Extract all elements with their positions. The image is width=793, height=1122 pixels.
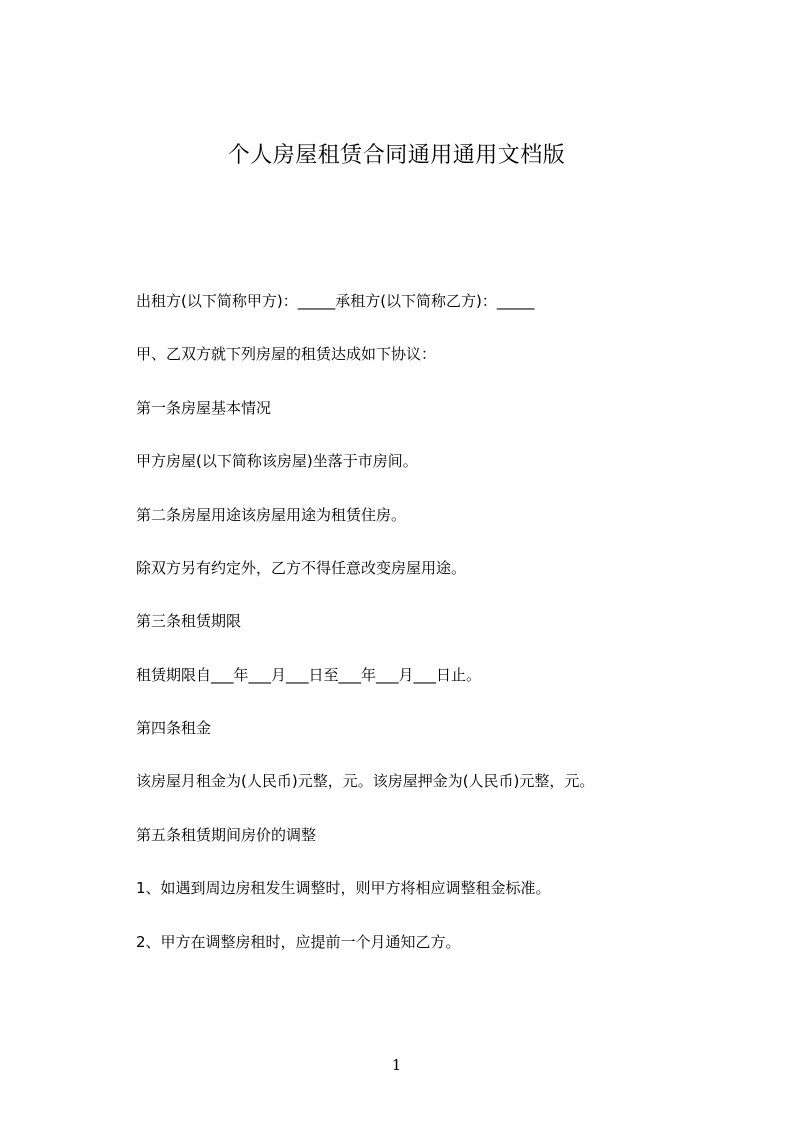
paragraph-house-location: 甲方房屋(以下简称该房屋)坐落于市房间。 — [136, 452, 418, 470]
paragraph-parties: 出租方(以下简称甲方)：_____承租方(以下简称乙方)：_____ — [136, 292, 535, 310]
paragraph-rent-adjustment-2: 2、甲方在调整房租时，应提前一个月通知乙方。 — [136, 933, 461, 951]
paragraph-rent-adjustment-1: 1、如遇到周边房租发生调整时，则甲方将相应调整租金标准。 — [136, 879, 551, 897]
paragraph-rent-deposit: 该房屋月租金为(人民币)元整，元。该房屋押金为(人民币)元整，元。 — [136, 772, 595, 790]
paragraph-agreement-intro: 甲、乙双方就下列房屋的租赁达成如下协议： — [136, 345, 437, 363]
section-heading-4: 第四条租金 — [136, 719, 212, 737]
paragraph-usage-restriction: 除双方另有约定外，乙方不得任意改变房屋用途。 — [136, 559, 467, 577]
document-title: 个人房屋租赁合同通用通用文档版 — [227, 143, 566, 168]
page-number: 1 — [391, 1056, 402, 1074]
section-heading-3: 第三条租赁期限 — [136, 612, 242, 630]
section-heading-1: 第一条房屋基本情况 — [136, 399, 272, 417]
paragraph-lease-term: 租赁期限自___年___月___日至___年___月___日止。 — [136, 666, 482, 684]
section-heading-2: 第二条房屋用途该房屋用途为租赁住房。 — [136, 506, 407, 524]
section-heading-5: 第五条租赁期间房价的调整 — [136, 826, 317, 844]
